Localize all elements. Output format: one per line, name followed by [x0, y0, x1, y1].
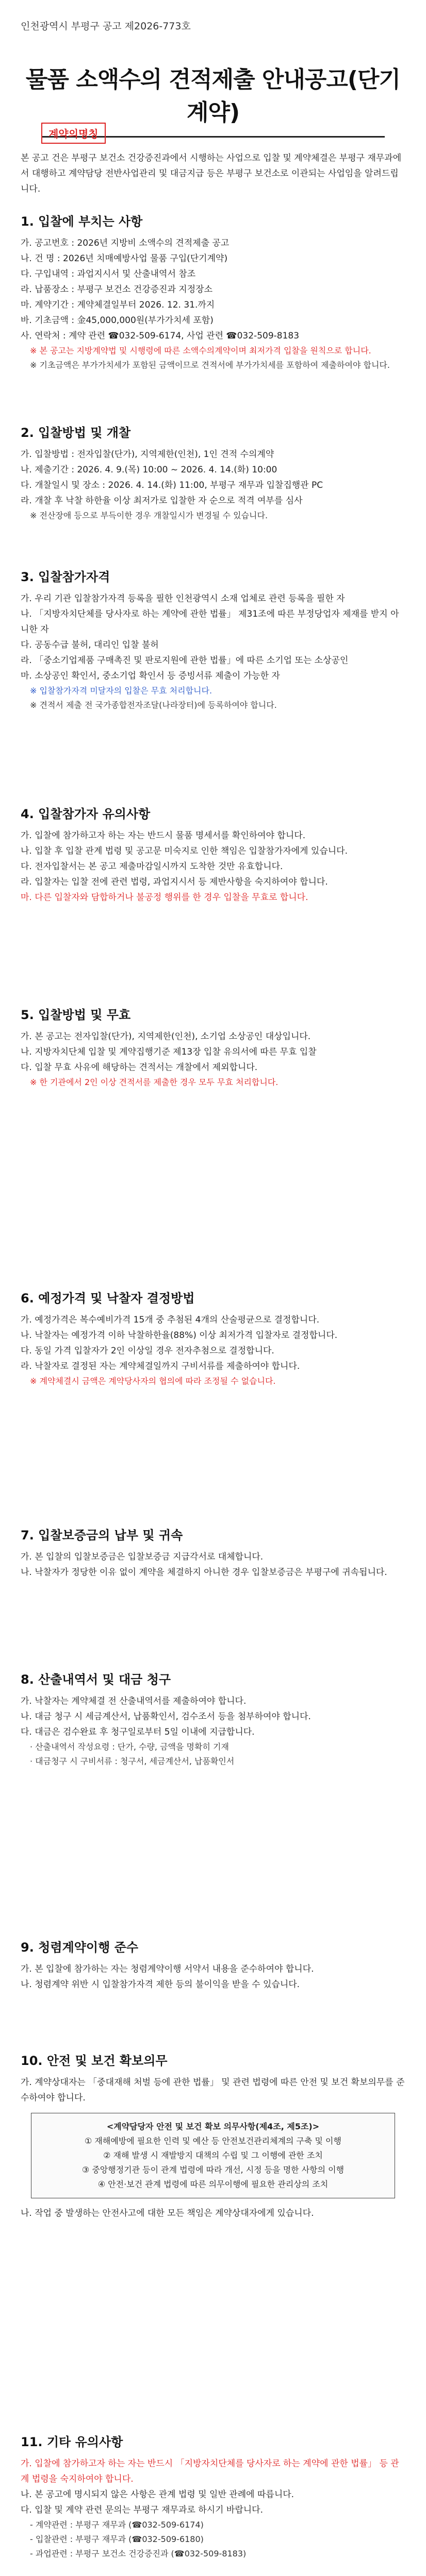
list-item: 라. 입찰자는 입찰 전에 관련 법령, 과업지시서 등 제반사항을 숙지하여야 합니다. — [21, 877, 328, 887]
note-item: ※ 한 기관에서 2인 이상 견적서를 제출한 경우 모두 무효 처리합니다. — [30, 1077, 278, 1087]
list-item: 가. 공고번호 : 2026년 지방비 소액수의 견적제출 공고 — [21, 238, 230, 248]
list-item: 가. 입찰에 참가하고자 하는 자는 반드시 물품 명세서를 확인하여야 합니다. — [21, 831, 306, 841]
section-title: 8. 산출내역서 및 대금 청구 — [21, 1672, 171, 1687]
list-item: 다. 전자입찰서는 본 공고 제출마감일시까지 도착한 것만 유효합니다. — [21, 861, 283, 872]
list-item: 가. 본 입찰에 참가하는 자는 청렴계약이행 서약서 내용을 준수하여야 합니다. — [21, 1964, 314, 1974]
section-title: 10. 안전 및 보건 확보의무 — [21, 2054, 168, 2068]
list-item: 다. 공동수급 불허, 대리인 입찰 불허 — [21, 640, 159, 650]
list-item: 라. 「중소기업제품 구매촉진 및 판로지원에 관한 법률」에 따른 소기업 또는 소상공인 — [21, 655, 349, 666]
section-title: 4. 입찰참가자 유의사항 — [21, 807, 151, 821]
note-item: ※ 견적서 제출 전 국가종합전자조달(나라장터)에 등록하여야 합니다. — [30, 700, 277, 710]
section-title: 5. 입찰방법 및 무효 — [21, 1008, 131, 1022]
section-title: 11. 기타 유의사항 — [21, 2435, 123, 2449]
list-item: 다. 동일 가격 입찰자가 2인 이상일 경우 전자추첨으로 결정합니다. — [21, 1346, 274, 1356]
section-title: 2. 입찰방법 및 개찰 — [21, 426, 131, 440]
list-item: 나. 작업 중 발생하는 안전사고에 대한 모든 책임은 계약상대자에게 있습니다. — [21, 2208, 314, 2218]
list-item: 나. 제출기간 : 2026. 4. 9.(목) 10:00 ~ 2026. 4. 14.(화) 10:00 — [21, 465, 277, 475]
note-item: ※ 기초금액은 부가가치세가 포함된 금액이므로 견적서에 부가가치세를 포함하여 제출하여야 합니다. — [30, 360, 390, 370]
note-item: ※ 본 공고는 지방계약법 및 시행령에 따른 소액수의계약이며 최저가격 입찰을 원칙으로 합니다. — [30, 346, 371, 355]
note-item: ※ 입찰참가자격 미달자의 입찰은 무효 처리합니다. — [30, 686, 212, 696]
box-line: ① 재해예방에 필요한 인력 및 예산 등 안전보건관리체계의 구축 및 이행 — [85, 2136, 341, 2146]
contact-item: - 입찰관련 : 부평구 재무과 (☎032-509-6180) — [30, 2534, 204, 2544]
contact-item: - 계약관련 : 부평구 재무과 (☎032-509-6174) — [30, 2520, 204, 2530]
section-title: 6. 예정가격 및 낙찰자 결정방법 — [21, 1291, 195, 1306]
list-item: 나. 대금 청구 시 세금계산서, 납품확인서, 검수조서 등을 첨부하여야 합니다. — [21, 1711, 311, 1722]
list-item: 나. 입찰 후 입찰 관계 법령 및 공고문 미숙지로 인한 책임은 입찰참가자에게 있습니다. — [21, 846, 348, 856]
list-item: 가. 계약상대자는 「중대재해 처벌 등에 관한 법률」 및 관련 법령에 따른 안전 및 보건 확보의무를 준수하여야 합니다. — [21, 2077, 405, 2103]
list-item: 마. 다른 입찰자와 담합하거나 불공정 행위를 한 경우 입찰을 무효로 합니다. — [21, 892, 308, 903]
contract-name-tag: 계약의명칭 — [41, 123, 106, 144]
notice-number: 인천광역시 부평구 공고 제2026-773호 — [21, 21, 191, 32]
list-item: 나. 지방자치단체 입찰 및 계약집행기준 제13장 입찰 유의서에 따른 무효 입찰 — [21, 1047, 317, 1057]
list-item: 라. 낙찰자로 결정된 자는 계약체결일까지 구비서류를 제출하여야 합니다. — [21, 1361, 300, 1371]
page-title: 물품 소액수의 견적제출 안내공고(단기계약) — [25, 66, 401, 126]
list-item: 나. 낙찰자가 정당한 이유 없이 계약을 체결하지 아니한 경우 입찰보증금은 부평구에 귀속됩니다. — [21, 1567, 387, 1578]
list-item: 마. 계약기간 : 계약체결일부터 2026. 12. 31.까지 — [21, 300, 215, 310]
section-title: 3. 입찰참가자격 — [21, 570, 110, 584]
section-title: 7. 입찰보증금의 납부 및 귀속 — [21, 1528, 183, 1543]
list-item: 가. 입찰에 참가하고자 하는 자는 반드시 「지방자치단체를 당사자로 하는 계약에 관한 법률」 등 관계 법령을 숙지하여야 합니다. — [21, 2459, 399, 2484]
box-line: ④ 안전·보건 관계 법령에 따른 의무이행에 필요한 관리상의 조치 — [97, 2179, 329, 2189]
section-bid-method — [21, 422, 405, 523]
section-deposit — [21, 1525, 405, 1580]
section-eligibility — [21, 567, 405, 713]
note-item: · 산출내역서 작성요령 : 단가, 수량, 금액을 명확히 기재 — [30, 1742, 229, 1752]
section-payment — [21, 1669, 405, 1769]
list-item: 나. 「지방자치단체를 당사자로 하는 계약에 관한 법률」 제31조에 따른 부정당업자 제재를 받지 아니한 자 — [21, 609, 399, 635]
section-title: 1. 입찰에 부치는 사항 — [21, 214, 143, 229]
list-item: 가. 입찰방법 : 전자입찰(단가), 지역제한(인천), 1인 견적 수의계약 — [21, 449, 274, 460]
note-item: · 대금청구 시 구비서류 : 청구서, 세금계산서, 납품확인서 — [30, 1756, 235, 1766]
list-item: 다. 대금은 검수완료 후 청구일로부터 5일 이내에 지급합니다. — [21, 1727, 255, 1737]
list-item: 가. 우리 기관 입찰참가자격 등록을 필한 인천광역시 소재 업체로 관련 등록을 필한 자 — [21, 594, 345, 604]
section-safety — [21, 2050, 405, 2221]
list-item: 나. 낙찰자는 예정가격 이하 낙찰하한율(88%) 이상 최저가격 입찰자로 결정합니다. — [21, 1330, 338, 1341]
list-item: 다. 입찰 무효 사유에 해당하는 견적서는 개찰에서 제외합니다. — [21, 1062, 258, 1073]
box-heading: <계약담당자 안전 및 보건 확보 의무사항(제4조, 제5조)> — [106, 2122, 320, 2131]
intro-text: 본 공고 건은 부평구 보건소 건강증진과에서 시행하는 사업으로 입찰 및 계약체결은 부평구 재무과에서 대행하고 계약담당 전반사업관리 및 대금지급 등은 부평구 보건소로 이관되는 사업임을 알려드립니다. — [21, 153, 402, 194]
section-invalid-bids — [21, 1005, 405, 1090]
list-item: 다. 입찰 및 계약 관련 문의는 부평구 재무과로 하시기 바랍니다. — [21, 2505, 263, 2515]
list-item: 마. 소상공인 확인서, 중소기업 확인서 등 증빙서류 제출이 가능한 자 — [21, 671, 280, 681]
section-integrity — [21, 1937, 405, 1992]
list-item: 다. 개찰일시 및 장소 : 2026. 4. 14.(화) 11:00, 부평구 재무과 입찰집행관 PC — [21, 480, 323, 490]
safety-duties-box — [31, 2113, 395, 2198]
section-other-notes — [21, 2432, 405, 2561]
box-line: ③ 중앙행정기관 등이 관계 법령에 따라 개선, 시정 등을 명한 사항의 이행 — [81, 2165, 345, 2175]
list-item: 나. 건 명 : 2026년 치매예방사업 물품 구입(단기계약) — [21, 253, 228, 264]
section-bidder-notes — [21, 804, 405, 905]
intro-paragraph — [21, 150, 402, 197]
section-bid-overview — [21, 211, 405, 372]
note-item: ※ 계약체결시 금액은 계약당사자의 협의에 따라 조정될 수 없습니다. — [30, 1376, 276, 1386]
box-line: ② 재해 발생 시 재발방지 대책의 수립 및 그 이행에 관한 조치 — [103, 2150, 323, 2160]
list-item: 가. 예정가격은 복수예비가격 15개 중 추첨된 4개의 산술평균으로 결정합니다. — [21, 1315, 320, 1325]
section-price-decision — [21, 1288, 405, 1388]
list-item: 가. 본 입찰의 입찰보증금은 입찰보증금 지급각서로 대체합니다. — [21, 1552, 264, 1562]
list-item: 가. 낙찰자는 계약체결 전 산출내역서를 제출하여야 합니다. — [21, 1696, 247, 1706]
list-item: 나. 청렴계약 위반 시 입찰참가자격 제한 등의 불이익을 받을 수 있습니다. — [21, 1979, 300, 1990]
section-title: 9. 청렴계약이행 준수 — [21, 1940, 138, 1955]
list-item: 다. 구입내역 : 과업지시서 및 산출내역서 참조 — [21, 269, 196, 279]
list-item: 라. 납품장소 : 부평구 보건소 건강증진과 지정장소 — [21, 284, 212, 295]
list-item: 라. 개찰 후 낙찰 하한율 이상 최저가로 입찰한 자 순으로 적격 여부를 심사 — [21, 496, 303, 506]
note-item: ※ 전산장애 등으로 부득이한 경우 개찰일시가 변경될 수 있습니다. — [30, 511, 268, 520]
list-item: 나. 본 공고에 명시되지 않은 사항은 관계 법령 및 일반 관례에 따릅니다. — [21, 2489, 294, 2500]
contact-item: - 과업관련 : 부평구 보건소 건강증진과 (☎032-509-8183) — [30, 2549, 247, 2558]
list-item: 가. 본 공고는 전자입찰(단가), 지역제한(인천), 소기업 소상공인 대상입니다. — [21, 1031, 311, 1042]
list-item: 사. 연락처 : 계약 관련 ☎032-509-6174, 사업 관련 ☎032-509-8183 — [21, 331, 300, 341]
list-item: 바. 기초금액 : 金45,000,000원(부가가치세 포함) — [21, 315, 214, 326]
